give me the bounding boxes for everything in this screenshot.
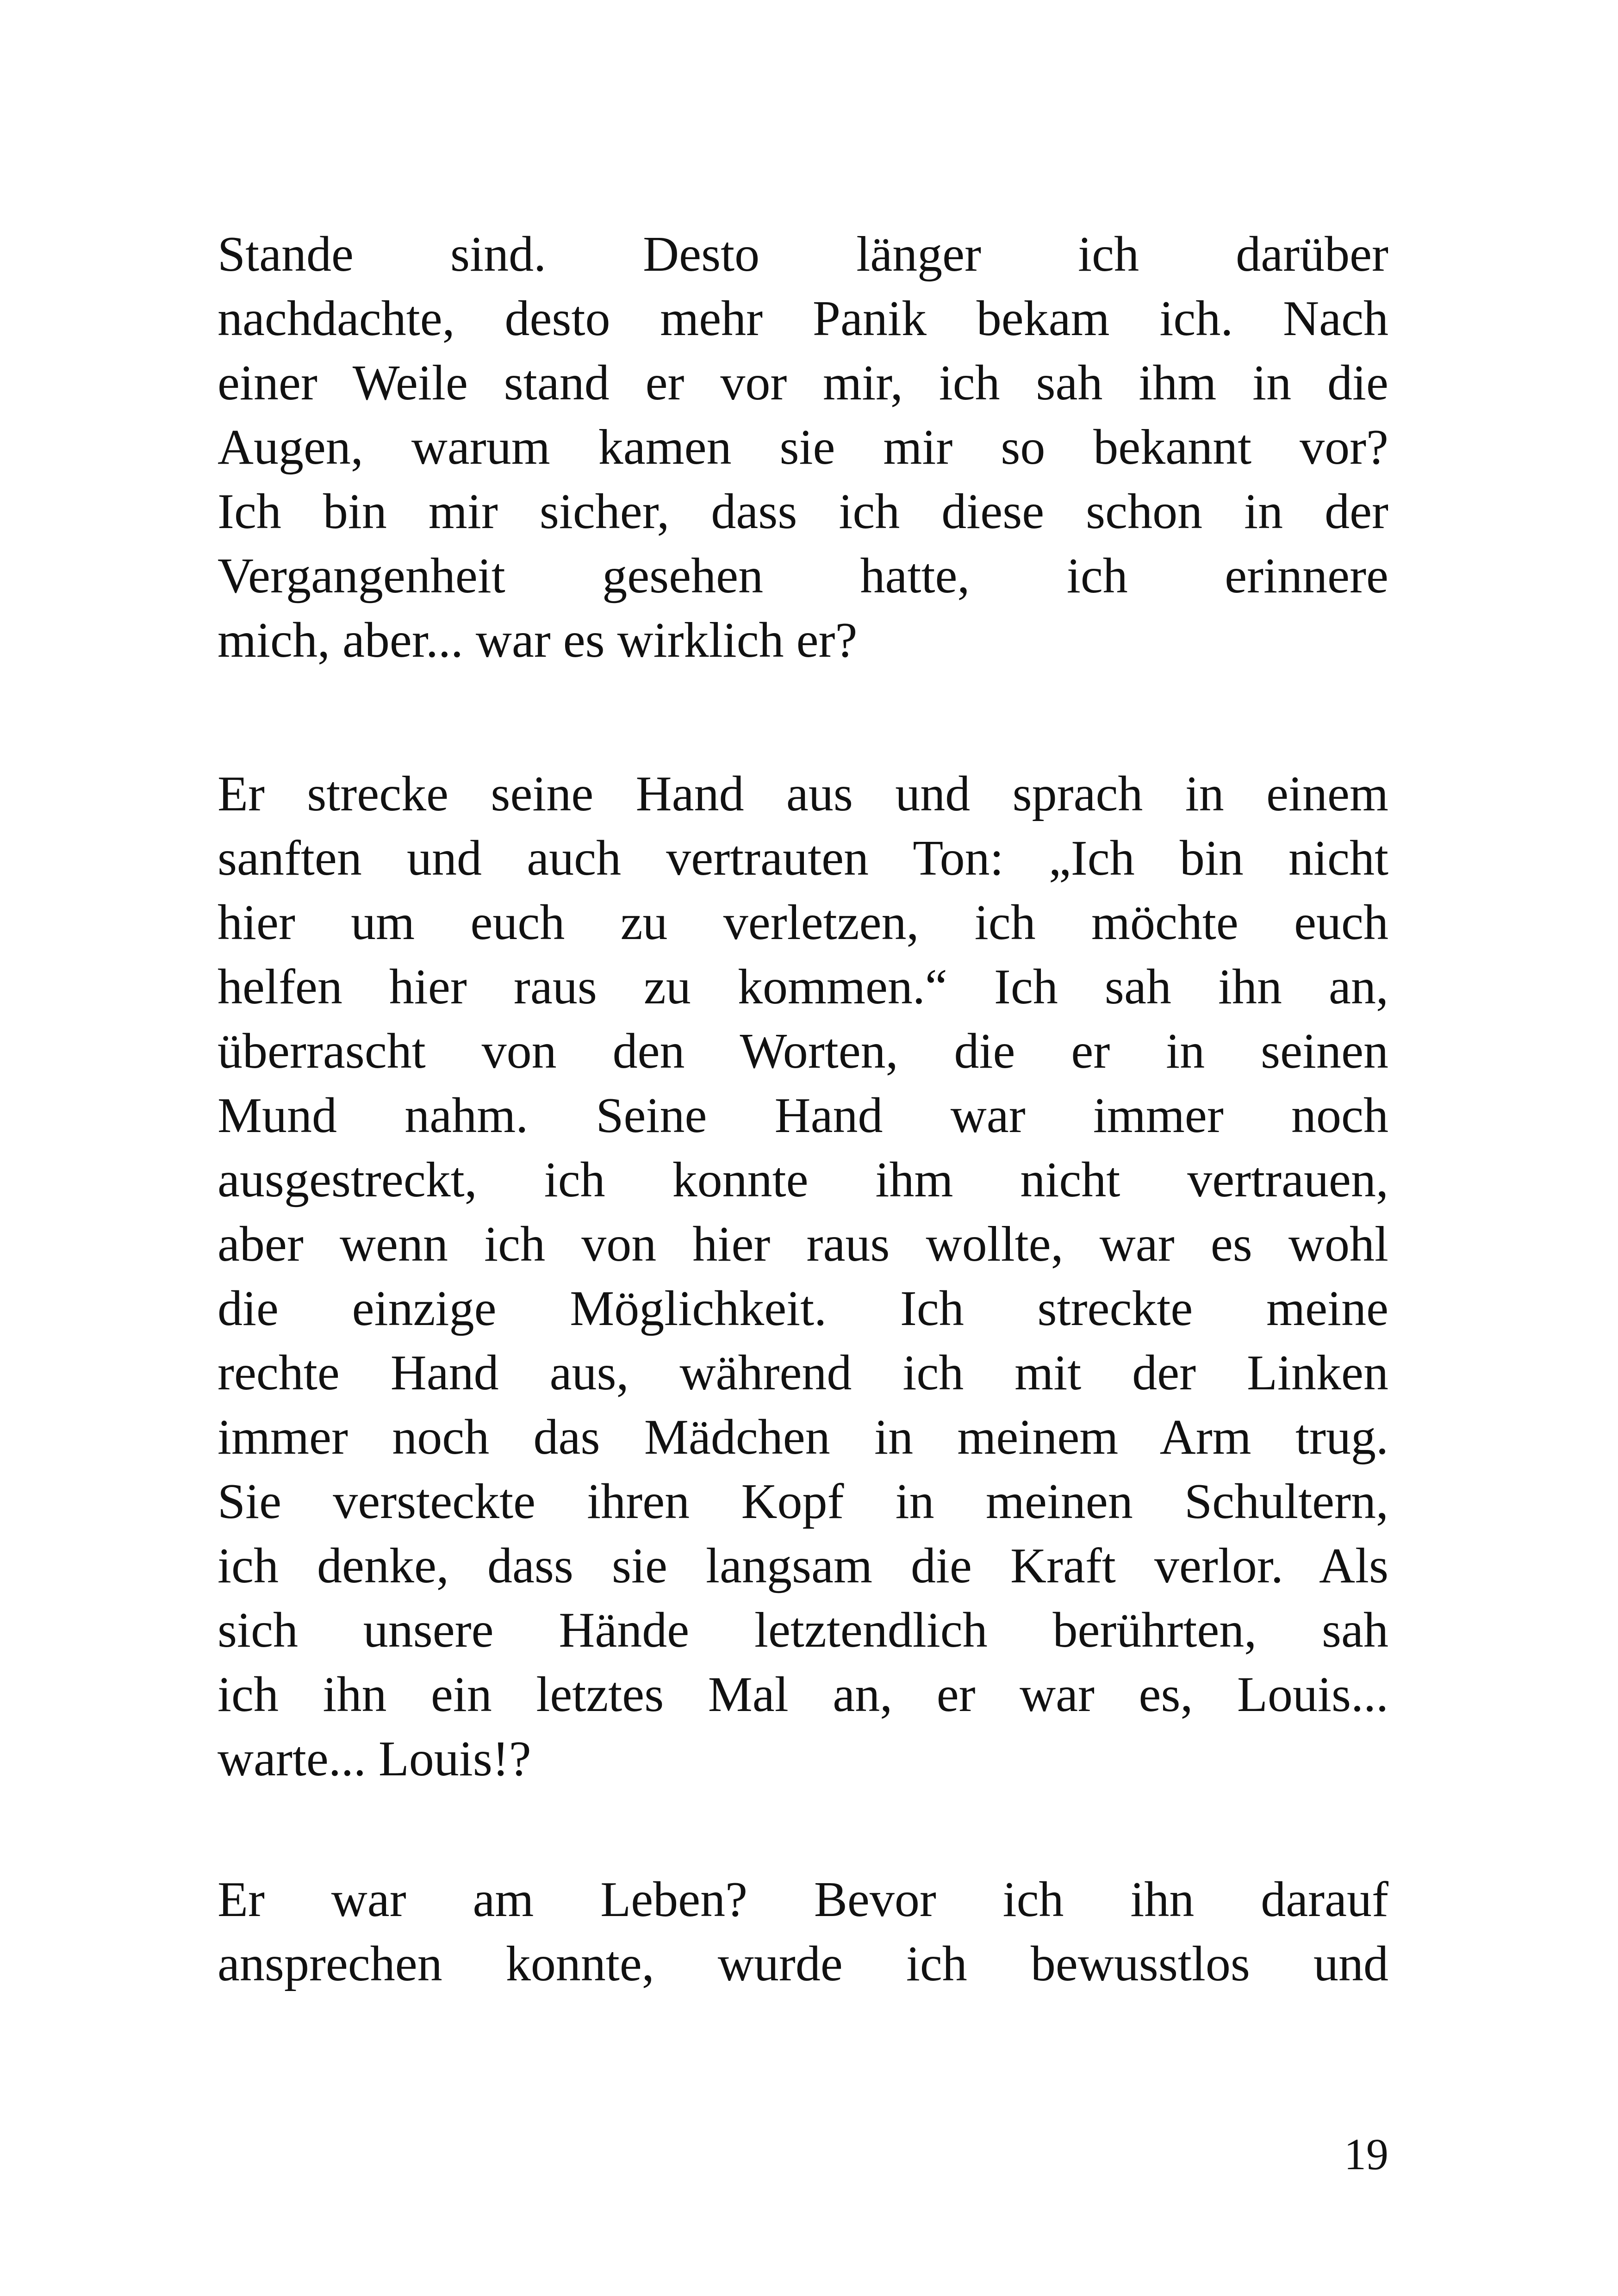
text-line: sanften und auch vertrauten Ton: „Ich bin nicht xyxy=(218,831,1388,886)
text-line: sich unsere Hände letztendlich berührten, sah xyxy=(218,1603,1388,1658)
text-line: Er war am Leben? Bevor ich ihn darauf xyxy=(218,1872,1388,1927)
text-line: überrascht von den Worten, die er in seinen xyxy=(218,1024,1388,1079)
text-line: die einzige Möglichkeit. Ich streckte meine xyxy=(218,1281,1388,1336)
paragraph-1 xyxy=(218,222,1388,672)
text-line: Sie versteckte ihren Kopf in meinen Schultern, xyxy=(218,1474,1388,1529)
text-line: mich, aber... war es wirklich er? xyxy=(218,613,858,668)
text-line: Augen, warum kamen sie mir so bekannt vor? xyxy=(218,420,1388,475)
text-line: ich denke, dass sie langsam die Kraft verlor. Als xyxy=(218,1538,1388,1593)
text-line: immer noch das Mädchen in meinem Arm trug. xyxy=(218,1410,1388,1465)
text-line: einer Weile stand er vor mir, ich sah ihm in die xyxy=(218,355,1388,411)
text-line: Mund nahm. Seine Hand war immer noch xyxy=(218,1088,1388,1143)
text-line: aber wenn ich von hier raus wollte, war es wohl xyxy=(218,1217,1388,1272)
text-line: Vergangenheit gesehen hatte, ich erinnere xyxy=(218,548,1388,604)
text-line: rechte Hand aus, während ich mit der Linken xyxy=(218,1345,1388,1400)
text-line: nachdachte, desto mehr Panik bekam ich. Nach xyxy=(218,291,1388,346)
text-line: ich ihn ein letztes Mal an, er war es, Louis... xyxy=(218,1667,1388,1722)
text-line: helfen hier raus zu kommen.“ Ich sah ihn an, xyxy=(218,959,1388,1014)
text-line: Stande sind. Desto länger ich darüber xyxy=(218,227,1388,282)
text-line: Ich bin mir sicher, dass ich diese schon in der xyxy=(218,484,1388,539)
text-line: Er strecke seine Hand aus und sprach in einem xyxy=(218,766,1388,821)
text-line: ausgestreckt, ich konnte ihm nicht vertrauen, xyxy=(218,1152,1388,1207)
paragraph-3 xyxy=(218,1867,1388,1996)
text-line: ansprechen konnte, wurde ich bewusstlos und xyxy=(218,1936,1388,1991)
page-number: 19 xyxy=(1344,2129,1388,2179)
paragraph-2 xyxy=(218,762,1388,1791)
text-line: warte... Louis!? xyxy=(218,1731,531,1786)
text-line: hier um euch zu verletzen, ich möchte euch xyxy=(218,895,1388,950)
